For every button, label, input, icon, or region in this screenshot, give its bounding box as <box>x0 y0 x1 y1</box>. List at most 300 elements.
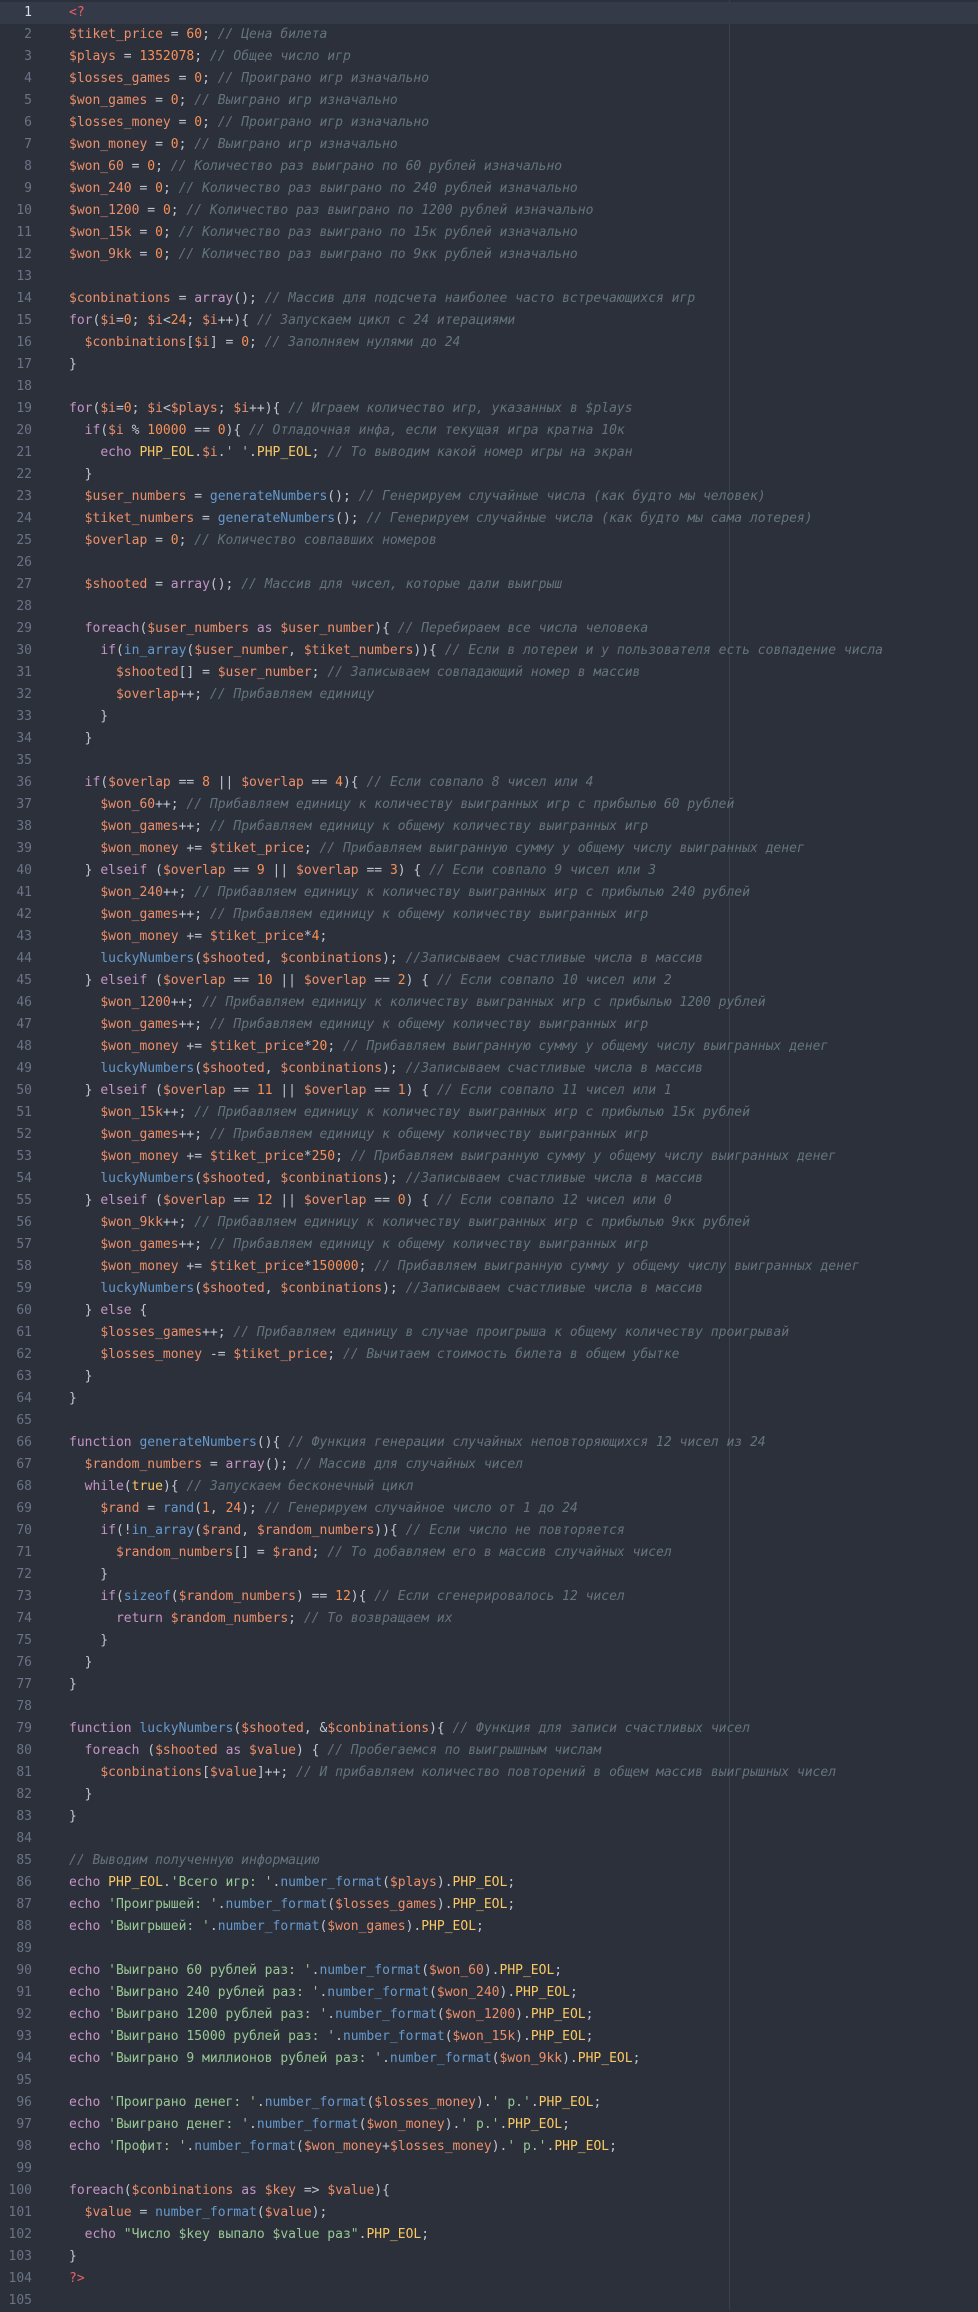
code-line[interactable] <box>0 1762 978 1784</box>
code-token: ; <box>593 2095 602 2110</box>
code-line[interactable] <box>0 992 978 1014</box>
line-number: 11 <box>16 225 32 240</box>
code-token: $losses_money <box>100 1347 203 1362</box>
code-text[interactable] <box>69 926 327 948</box>
code-text[interactable] <box>69 728 92 750</box>
code-text[interactable] <box>69 222 578 244</box>
code-token: 10000 <box>147 423 187 438</box>
code-line[interactable] <box>0 288 978 310</box>
code-text[interactable] <box>69 970 672 992</box>
code-token: as <box>256 621 273 636</box>
code-token: ' р.' <box>491 2095 531 2110</box>
code-token: PHP_EOL <box>366 2227 422 2242</box>
code-text[interactable] <box>69 1102 750 1124</box>
code-line[interactable] <box>0 310 978 332</box>
code-token: PHP_EOL <box>515 1985 570 2000</box>
code-text[interactable] <box>69 1344 680 1366</box>
line-number: 17 <box>16 357 32 372</box>
code-line[interactable] <box>0 618 978 640</box>
code-line[interactable] <box>0 90 978 112</box>
code-line[interactable] <box>0 156 978 178</box>
code-text[interactable] <box>69 1520 625 1542</box>
code-line[interactable] <box>0 706 978 728</box>
code-text[interactable] <box>69 1036 828 1058</box>
code-line[interactable] <box>0 750 978 772</box>
code-text[interactable] <box>69 2180 390 2202</box>
code-line[interactable] <box>0 1696 978 1718</box>
code-token: $rand <box>272 1545 312 1560</box>
code-line[interactable] <box>0 1542 978 1564</box>
code-text[interactable] <box>69 1256 860 1278</box>
code-text[interactable] <box>69 1146 836 1168</box>
code-text[interactable] <box>69 134 398 156</box>
code-token <box>69 885 100 900</box>
code-line[interactable] <box>0 244 978 266</box>
code-text[interactable] <box>69 244 578 266</box>
code-line[interactable] <box>0 46 978 68</box>
code-text[interactable] <box>69 486 766 508</box>
code-line[interactable] <box>0 486 978 508</box>
code-text[interactable] <box>69 1388 77 1410</box>
code-token: } <box>69 1193 101 1208</box>
code-token: = <box>170 71 195 86</box>
code-line[interactable] <box>0 1674 978 1696</box>
code-token: ). <box>483 1963 500 1978</box>
code-line[interactable] <box>0 2158 978 2180</box>
code-line[interactable] <box>0 2092 978 2114</box>
code-line[interactable] <box>0 1960 978 1982</box>
code-text[interactable] <box>69 1982 578 2004</box>
code-line[interactable] <box>0 222 978 244</box>
code-text[interactable] <box>69 772 593 794</box>
code-line[interactable] <box>0 354 978 376</box>
code-line[interactable] <box>0 1652 978 1674</box>
code-text[interactable] <box>69 90 398 112</box>
code-line[interactable] <box>0 970 978 992</box>
code-line[interactable] <box>0 464 978 486</box>
code-token: ( <box>366 2095 375 2110</box>
code-line[interactable] <box>0 1344 978 1366</box>
code-text[interactable] <box>69 2048 640 2070</box>
code-token: foreach <box>84 621 140 636</box>
code-text[interactable] <box>69 662 640 684</box>
code-text[interactable] <box>69 2 85 24</box>
line-number: 7 <box>24 137 32 152</box>
code-line[interactable] <box>0 332 978 354</box>
code-text[interactable] <box>69 1278 703 1300</box>
code-text[interactable] <box>69 1542 672 1564</box>
code-line[interactable] <box>0 926 978 948</box>
code-token: 'Выиграно денег: ' <box>108 2117 250 2132</box>
code-text[interactable] <box>69 838 805 860</box>
code-text[interactable] <box>69 1586 625 1608</box>
code-token: ( <box>194 1171 203 1186</box>
code-line[interactable] <box>0 266 978 288</box>
code-token: 'Выиграно 9 миллионов рублей раз: ' <box>108 2051 383 2066</box>
code-text[interactable] <box>69 992 766 1014</box>
code-text[interactable] <box>69 2092 601 2114</box>
code-token <box>69 1105 100 1120</box>
code-token: 10 <box>256 973 273 988</box>
code-text[interactable] <box>69 1564 108 1586</box>
code-token: ( <box>429 1985 437 2000</box>
code-token: elseif <box>100 863 148 878</box>
code-line[interactable] <box>0 508 978 530</box>
code-token: $rand <box>100 1501 140 1516</box>
code-line[interactable] <box>0 1718 978 1740</box>
code-text[interactable] <box>69 2224 429 2246</box>
code-line[interactable] <box>0 2070 978 2092</box>
code-line[interactable] <box>0 2202 978 2224</box>
code-token: $won_games <box>100 819 179 834</box>
code-token: ++; <box>162 1105 195 1120</box>
line-number: 78 <box>16 1699 32 1714</box>
code-line[interactable] <box>0 1564 978 1586</box>
code-token: += <box>178 841 210 856</box>
code-line[interactable] <box>0 816 978 838</box>
code-text[interactable] <box>69 1850 319 1872</box>
code-text[interactable] <box>69 332 460 354</box>
code-line[interactable] <box>0 772 978 794</box>
code-line[interactable] <box>0 1850 978 1872</box>
code-line[interactable] <box>0 574 978 596</box>
code-text[interactable] <box>69 1894 515 1916</box>
code-token <box>69 445 100 460</box>
code-token: 24 <box>225 1501 242 1516</box>
code-text[interactable] <box>69 1080 672 1102</box>
code-line[interactable] <box>0 2026 978 2048</box>
code-text[interactable] <box>69 464 92 486</box>
code-line[interactable] <box>0 2180 978 2202</box>
code-token: ; <box>632 2051 641 2066</box>
line-number: 81 <box>16 1765 32 1780</box>
code-text[interactable] <box>69 1872 515 1894</box>
code-token: number_format <box>280 1875 383 1890</box>
code-text[interactable] <box>69 530 437 552</box>
code-text[interactable] <box>69 2004 593 2026</box>
code-line[interactable] <box>0 442 978 464</box>
code-token: // Проиграно игр изначально <box>217 71 430 86</box>
code-token <box>69 1765 100 1780</box>
code-token: ) { <box>296 1743 328 1758</box>
code-line[interactable] <box>0 1476 978 1498</box>
code-line[interactable] <box>0 24 978 46</box>
code-text[interactable] <box>69 1916 484 1938</box>
code-text[interactable] <box>69 46 351 68</box>
code-line[interactable] <box>0 2268 978 2290</box>
code-text[interactable] <box>69 398 633 420</box>
line-number: 70 <box>16 1523 32 1538</box>
code-line[interactable] <box>0 1388 978 1410</box>
code-text[interactable] <box>69 112 429 134</box>
code-line[interactable] <box>0 1894 978 1916</box>
code-token: $plays <box>389 1875 437 1890</box>
code-text[interactable] <box>69 1300 147 1322</box>
code-text[interactable] <box>69 1234 648 1256</box>
code-token <box>69 1149 100 1164</box>
code-text[interactable] <box>69 640 883 662</box>
code-token: 0 <box>155 247 163 262</box>
code-token <box>69 1743 85 1758</box>
code-line[interactable] <box>0 2004 978 2026</box>
code-token: PHP_EOL <box>577 2051 633 2066</box>
code-line[interactable] <box>0 1872 978 1894</box>
code-text[interactable] <box>69 684 374 706</box>
code-line[interactable] <box>0 794 978 816</box>
code-text[interactable] <box>69 1718 750 1740</box>
code-token: = <box>186 489 210 504</box>
code-line[interactable] <box>0 552 978 574</box>
code-line[interactable] <box>0 376 978 398</box>
line-number: 41 <box>16 885 32 900</box>
line-number: 94 <box>16 2051 32 2066</box>
line-number: 53 <box>16 1149 32 1164</box>
code-text[interactable] <box>69 1190 672 1212</box>
code-line[interactable] <box>0 728 978 750</box>
code-token: } <box>69 1369 93 1384</box>
code-line[interactable] <box>0 398 978 420</box>
code-line[interactable] <box>0 2136 978 2158</box>
code-token: // Прибавляем единицу к общему количеству выигранных игр <box>209 907 649 922</box>
code-token: ( <box>194 1281 203 1296</box>
code-text[interactable] <box>69 1366 92 1388</box>
code-line[interactable] <box>0 68 978 90</box>
code-token: $tiket_price <box>209 1149 304 1164</box>
code-token: } <box>69 1633 109 1648</box>
code-text[interactable] <box>69 706 108 728</box>
code-token: 'Проиграно денег: ' <box>108 2095 257 2110</box>
code-text[interactable] <box>69 1806 77 1828</box>
code-token: $won_15k <box>452 2029 516 2044</box>
code-line[interactable] <box>0 1608 978 1630</box>
code-line[interactable] <box>0 1278 978 1300</box>
code-line[interactable] <box>0 684 978 706</box>
code-token: // Выиграно игр изначально <box>194 137 398 152</box>
code-line[interactable] <box>0 1586 978 1608</box>
code-line[interactable] <box>0 2246 978 2268</box>
code-line[interactable] <box>0 948 978 970</box>
code-line[interactable] <box>0 1498 978 1520</box>
code-token: , <box>264 1061 281 1076</box>
code-line[interactable] <box>0 1982 978 2004</box>
code-text[interactable] <box>69 420 625 442</box>
code-text[interactable] <box>69 794 734 816</box>
code-line[interactable] <box>0 420 978 442</box>
code-token: $shooted <box>202 1281 265 1296</box>
code-token: < <box>162 313 171 328</box>
code-text[interactable] <box>69 68 429 90</box>
line-number: 30 <box>16 643 32 658</box>
code-line[interactable] <box>0 2290 978 2312</box>
code-text[interactable] <box>69 2136 617 2158</box>
code-text[interactable] <box>69 1014 648 1036</box>
code-line[interactable] <box>0 1916 978 1938</box>
code-text[interactable] <box>69 1168 703 1190</box>
code-text[interactable] <box>69 508 813 530</box>
code-line[interactable] <box>0 640 978 662</box>
code-line[interactable] <box>0 1190 978 1212</box>
code-text[interactable] <box>69 1630 108 1652</box>
code-text[interactable] <box>69 618 648 640</box>
code-line[interactable] <box>0 1102 978 1124</box>
code-line[interactable] <box>0 882 978 904</box>
code-token: // Заполняем нулями до 24 <box>264 335 461 350</box>
code-token: [ <box>186 335 195 350</box>
code-token <box>69 1017 100 1032</box>
code-line[interactable] <box>0 1454 978 1476</box>
code-text[interactable] <box>69 882 750 904</box>
line-number: 68 <box>16 1479 32 1494</box>
code-token: $won_games <box>69 93 148 108</box>
code-text[interactable] <box>69 1322 789 1344</box>
code-line[interactable] <box>0 1740 978 1762</box>
code-line[interactable] <box>0 1828 978 1850</box>
code-text[interactable] <box>69 1674 77 1696</box>
code-line[interactable] <box>0 134 978 156</box>
code-token: array <box>194 291 234 306</box>
code-text[interactable] <box>69 310 515 332</box>
line-number: 1 <box>24 5 32 20</box>
code-text[interactable] <box>69 156 562 178</box>
code-line[interactable] <box>0 200 978 222</box>
code-line[interactable] <box>0 112 978 134</box>
line-number: 45 <box>16 973 32 988</box>
code-line[interactable] <box>0 1080 978 1102</box>
code-text[interactable] <box>69 816 648 838</box>
code-text[interactable] <box>69 1960 562 1982</box>
code-text[interactable] <box>69 1454 523 1476</box>
code-token: //Записываем счастливые числа в массив <box>405 1171 703 1186</box>
code-token: // Проиграно игр изначально <box>217 115 430 130</box>
code-text[interactable] <box>69 1124 648 1146</box>
code-text[interactable] <box>69 574 562 596</box>
code-text[interactable] <box>69 1498 578 1520</box>
code-line[interactable] <box>0 1146 978 1168</box>
code-line[interactable] <box>0 1938 978 1960</box>
code-text[interactable] <box>69 442 633 464</box>
code-line[interactable] <box>0 1014 978 1036</box>
code-text[interactable] <box>69 2246 77 2268</box>
code-token: )){ <box>374 1523 406 1538</box>
code-line[interactable] <box>0 1300 978 1322</box>
code-line[interactable] <box>0 1630 978 1652</box>
code-token: ( <box>382 1875 390 1890</box>
code-line[interactable] <box>0 1124 978 1146</box>
code-token: } <box>69 1303 101 1318</box>
code-text[interactable] <box>69 1740 601 1762</box>
code-token <box>69 1501 100 1516</box>
code-token: 150000 <box>311 1259 359 1274</box>
code-line[interactable] <box>0 1168 978 1190</box>
code-text[interactable] <box>69 904 648 926</box>
code-text[interactable] <box>69 1476 413 1498</box>
code-line[interactable] <box>0 1234 978 1256</box>
code-text[interactable] <box>69 1432 766 1454</box>
code-text[interactable] <box>69 2114 570 2136</box>
code-token <box>69 489 85 504</box>
line-number: 58 <box>16 1259 32 1274</box>
code-text[interactable] <box>69 860 656 882</box>
code-token: + <box>382 2139 390 2154</box>
code-token: $won_money <box>100 929 179 944</box>
code-text[interactable] <box>69 2202 327 2224</box>
code-token: elseif <box>100 1083 148 1098</box>
code-token: . <box>546 2139 555 2154</box>
code-text[interactable] <box>69 1058 703 1080</box>
code-line[interactable] <box>0 596 978 618</box>
code-text[interactable] <box>69 288 695 310</box>
code-line[interactable] <box>0 1322 978 1344</box>
code-token: $overlap <box>108 775 171 790</box>
code-text[interactable] <box>69 1652 92 1674</box>
code-token: += <box>178 1259 210 1274</box>
code-line[interactable] <box>0 1036 978 1058</box>
code-line[interactable] <box>0 1520 978 1542</box>
code-text[interactable] <box>69 1608 453 1630</box>
code-line[interactable] <box>0 860 978 882</box>
code-line[interactable] <box>0 1432 978 1454</box>
code-token: == <box>366 1083 398 1098</box>
code-line[interactable] <box>0 2 978 24</box>
code-token: $tiket_numbers <box>84 511 195 526</box>
code-token: = <box>147 93 171 108</box>
code-line[interactable] <box>0 530 978 552</box>
code-token: luckyNumbers <box>100 1281 195 1296</box>
code-token: $conbinations <box>280 951 383 966</box>
code-token: PHP_EOL <box>139 445 195 460</box>
code-line[interactable] <box>0 1212 978 1234</box>
code-text[interactable] <box>69 1762 836 1784</box>
code-line[interactable] <box>0 662 978 684</box>
code-line[interactable] <box>0 838 978 860</box>
code-line[interactable] <box>0 904 978 926</box>
code-text[interactable] <box>69 1784 92 1806</box>
code-token: $i <box>100 313 116 328</box>
code-token: , <box>209 1501 226 1516</box>
code-line[interactable] <box>0 2048 978 2070</box>
code-line[interactable] <box>0 1256 978 1278</box>
code-line[interactable] <box>0 1806 978 1828</box>
code-token: $shooted <box>84 577 148 592</box>
code-token: //Записываем счастливые числа в массив <box>405 951 703 966</box>
code-token: . <box>311 1963 320 1978</box>
code-line[interactable] <box>0 1410 978 1432</box>
code-text[interactable] <box>69 200 593 222</box>
code-line[interactable] <box>0 1784 978 1806</box>
code-text[interactable] <box>69 2268 85 2290</box>
code-token: * <box>303 929 312 944</box>
code-line[interactable] <box>0 1366 978 1388</box>
code-text[interactable] <box>69 1212 750 1234</box>
code-line[interactable] <box>0 2224 978 2246</box>
code-token: $tiket_price <box>209 929 304 944</box>
code-text[interactable] <box>69 354 77 376</box>
code-token: 0 <box>123 313 132 328</box>
code-token: in_array <box>123 643 187 658</box>
code-line[interactable] <box>0 2114 978 2136</box>
code-text[interactable] <box>69 178 578 200</box>
line-number: 19 <box>16 401 32 416</box>
code-token: echo <box>69 1875 101 1890</box>
code-text[interactable] <box>69 24 327 46</box>
code-line[interactable] <box>0 1058 978 1080</box>
code-text[interactable] <box>69 2026 593 2048</box>
code-line[interactable] <box>0 178 978 200</box>
code-token: echo <box>69 1963 101 1978</box>
code-token: $overlap <box>162 1193 226 1208</box>
code-text[interactable] <box>69 948 703 970</box>
code-token: $i <box>147 313 163 328</box>
